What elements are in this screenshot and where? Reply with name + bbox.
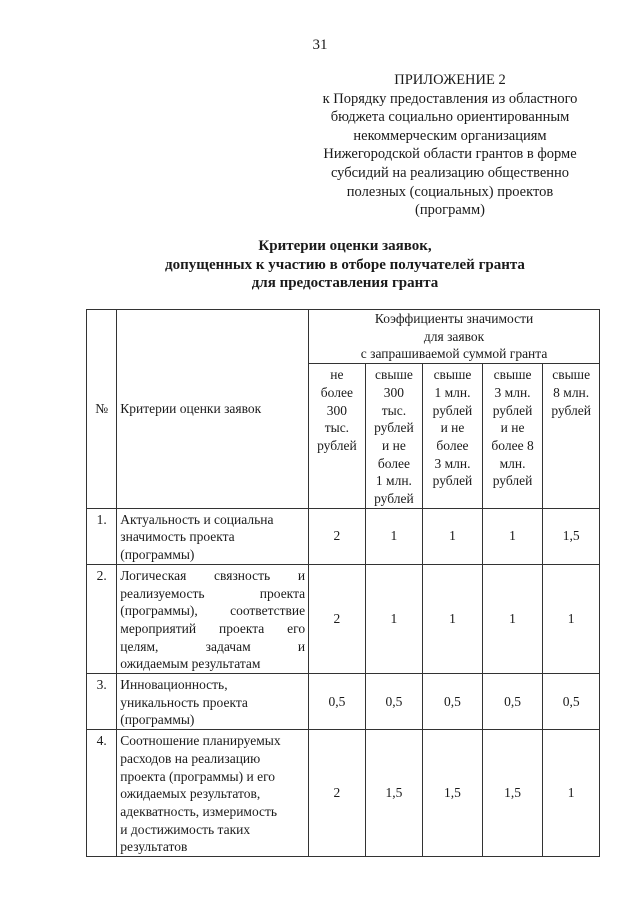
row-value: 0,5 xyxy=(309,674,366,730)
table-row xyxy=(87,564,600,673)
row-number: 3. xyxy=(87,674,117,730)
page-number: 31 xyxy=(312,37,328,53)
row-criteria: Инновационность, уникальность проекта (программы) xyxy=(117,674,309,730)
appendix-line: ПРИЛОЖЕНИЕ 2 xyxy=(394,72,506,88)
row-value: 1 xyxy=(482,564,543,673)
document-title xyxy=(100,237,590,293)
header-amount-3m-8m: свыше 3 млн. рублей и не более 8 млн. рублей xyxy=(482,364,543,509)
appendix-line: (программ) xyxy=(415,202,485,219)
row-value: 0,5 xyxy=(423,674,483,730)
title-line: допущенных к участию в отборе получателей гранта xyxy=(165,256,525,273)
row-value: 1 xyxy=(365,564,423,673)
row-value: 2 xyxy=(309,508,366,564)
header-coefficients xyxy=(309,310,600,364)
row-value: 0,5 xyxy=(365,674,423,730)
appendix-line: бюджета социально ориентированным xyxy=(330,109,570,126)
row-value: 1 xyxy=(423,508,483,564)
row-value: 1 xyxy=(482,508,543,564)
row-value: 1 xyxy=(365,508,423,564)
title-line: Критерии оценки заявок, xyxy=(258,238,432,254)
row-value: 1,5 xyxy=(543,508,600,564)
row-value: 1,5 xyxy=(482,730,543,857)
table-row xyxy=(87,508,600,564)
table-row xyxy=(87,674,600,730)
row-value: 2 xyxy=(309,730,366,857)
row-number: 1. xyxy=(87,508,117,564)
row-value: 1 xyxy=(543,730,600,857)
table-row xyxy=(87,730,600,857)
header-amount-300k-1m: свыше 300 тыс. рублей и не более 1 млн. рублей xyxy=(365,364,423,509)
appendix-line: Нижегородской области грантов в форме xyxy=(323,146,577,163)
row-criteria: Логическая связность и реализуемость проекта (программы), соответствие мероприятий проекта его целям, задачам и ожидаемым результатам xyxy=(117,564,309,673)
row-value: 0,5 xyxy=(482,674,543,730)
header-number: № xyxy=(87,310,117,509)
row-value: 1,5 xyxy=(423,730,483,857)
appendix-line: некоммерческим организациям xyxy=(353,127,547,144)
header-criteria: Критерии оценки заявок xyxy=(117,310,309,509)
row-criteria: Актуальность и социальна значимость проекта (программы) xyxy=(117,508,309,564)
row-number: 2. xyxy=(87,564,117,673)
header-coefficients-line: Коэффициенты значимости xyxy=(374,311,534,326)
row-value: 1 xyxy=(543,564,600,673)
appendix-heading xyxy=(300,71,600,220)
title-line: для предоставления гранта xyxy=(251,275,439,292)
row-value: 0,5 xyxy=(543,674,600,730)
header-amount-up-to-300k: не более 300 тыс. рублей xyxy=(309,364,366,509)
row-criteria: Соотношение планируемых расходов на реализацию проекта (программы) и его ожидаемых результатов, адекватность, измеримость и достижимость таких результатов xyxy=(117,730,309,857)
appendix-line: к Порядку предоставления из областного xyxy=(322,90,578,107)
row-value: 1 xyxy=(423,564,483,673)
header-amount-1m-3m: свыше 1 млн. рублей и не более 3 млн. рублей xyxy=(423,364,483,509)
row-value: 2 xyxy=(309,564,366,673)
appendix-line: полезных (социальных) проектов xyxy=(346,183,554,200)
appendix-line: субсидий на реализацию общественно xyxy=(330,164,570,181)
row-number: 4. xyxy=(87,730,117,857)
header-coefficients-line: с запрашиваемой суммой гранта xyxy=(360,346,548,362)
header-amount-over-8m: свыше 8 млн. рублей xyxy=(543,364,600,509)
criteria-table xyxy=(86,309,600,857)
row-value: 1,5 xyxy=(365,730,423,857)
header-coefficients-line: для заявок xyxy=(423,328,485,344)
